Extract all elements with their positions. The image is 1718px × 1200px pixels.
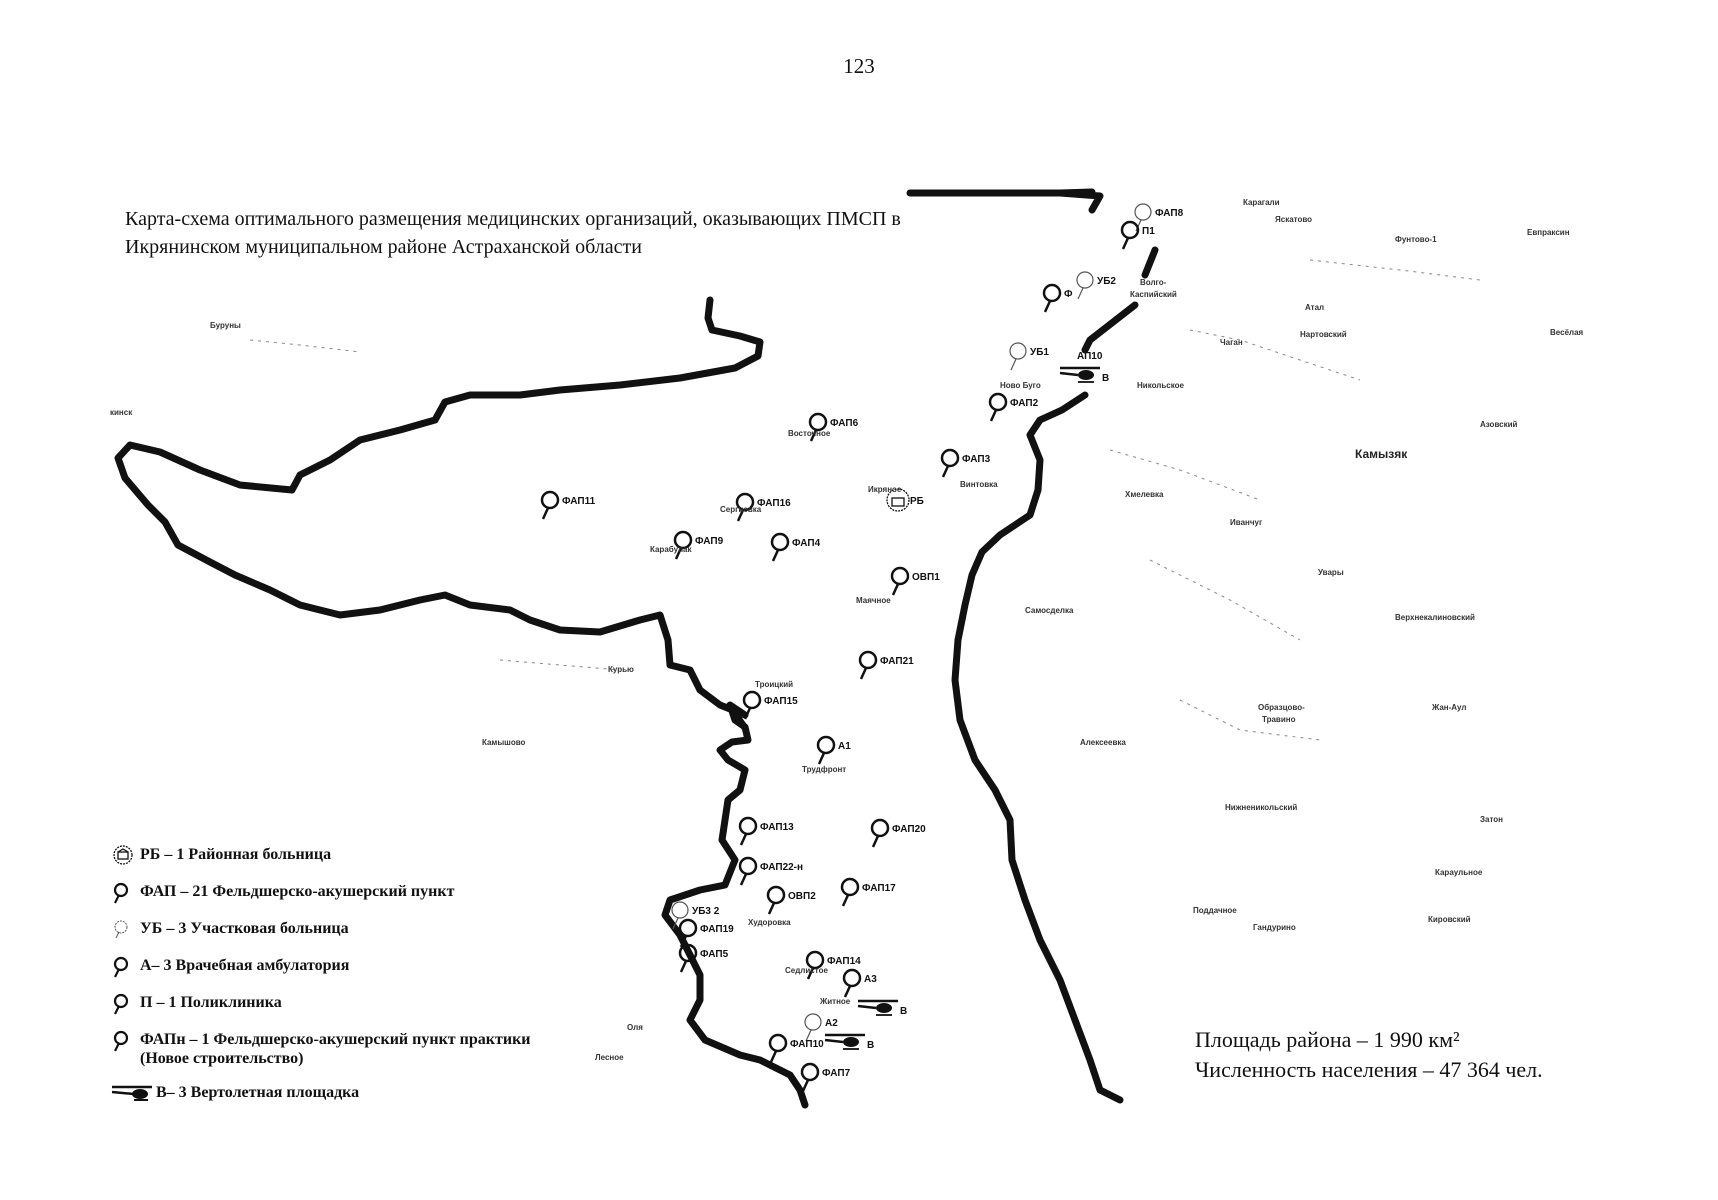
legend-item-rb [110, 845, 580, 867]
legend-label: УБ – 3 Участковая больница [140, 920, 349, 937]
marker-f1 [1044, 285, 1073, 312]
marker-label: ФАП21 [880, 656, 914, 667]
place-name: Чаган [1220, 338, 1243, 347]
marker-label: П1 [1142, 226, 1155, 237]
place-name: Житное [820, 997, 851, 1006]
pin-icon [770, 1035, 786, 1051]
area-text: Площадь района – 1 990 км² [1195, 1027, 1460, 1052]
marker-fap10 [770, 1035, 824, 1062]
marker-a2 [805, 1014, 838, 1041]
pin-outline-icon [110, 919, 140, 941]
marker-fap15 [744, 692, 798, 719]
pin-icon [110, 993, 140, 1015]
marker-fap20 [872, 820, 926, 847]
pin-icon [740, 818, 756, 834]
pin-icon [1044, 285, 1060, 301]
marker-fap2 [990, 394, 1039, 421]
marker-label: ФАП14 [827, 956, 861, 967]
marker-label: ФАП7 [822, 1068, 851, 1079]
marker-ovp2 [768, 887, 816, 914]
district-boundary-east [955, 250, 1155, 1100]
marker-ub1 [1010, 343, 1049, 370]
place-name: Весёлая [1550, 328, 1584, 337]
marker-label: ФАП17 [862, 883, 896, 894]
marker-fap21 [860, 652, 914, 679]
marker-label: АП10 [1077, 351, 1103, 362]
helicopter-icon [1060, 368, 1109, 384]
marker-a1 [818, 737, 851, 764]
place-name: Азовский [1480, 420, 1518, 429]
place-name: Камызяк [1355, 447, 1408, 461]
marker-label: ФАП3 [962, 454, 991, 465]
place-name: Трудфронт [802, 765, 847, 774]
marker-label: ФАП15 [764, 696, 798, 707]
legend-item-p [110, 993, 580, 1015]
page-number: 123 [843, 54, 875, 78]
marker-label: ФАП13 [760, 822, 794, 833]
place-name: Кировский [1428, 915, 1471, 924]
marker-label: УБ1 [1030, 347, 1049, 358]
place-name: Винтовка [960, 480, 998, 489]
marker-label: А3 [864, 974, 877, 985]
helicopter-label: В [1102, 373, 1110, 384]
place-name: Евпраксин [1527, 228, 1570, 237]
marker-fap4 [772, 534, 821, 561]
place-name: Яскатово [1275, 215, 1313, 224]
place-name: Волго- [1140, 278, 1167, 287]
marker-ub2 [1077, 272, 1116, 299]
pin-icon [872, 820, 888, 836]
district-stats [1195, 1025, 1543, 1085]
place-name: Ново Буго [1000, 381, 1041, 390]
legend-label: ФАПн – 1 Фельдшерско-акушерский пункт практики (Новое строительство) [140, 1031, 531, 1067]
place-name: Маячное [856, 596, 891, 605]
marker-label: ФАП2 [1010, 398, 1039, 409]
marker-label: ФАП19 [700, 924, 734, 935]
pin-icon [1077, 272, 1093, 288]
place-name: кинск [110, 408, 133, 417]
pin-icon [744, 692, 760, 708]
legend-item-heli [110, 1083, 580, 1105]
place-name: Травино [1262, 715, 1296, 724]
helicopter-icon [858, 1001, 907, 1017]
marker-label: ФАП9 [695, 536, 724, 547]
place-name: Атал [1305, 303, 1325, 312]
marker-label: ФАП4 [792, 538, 821, 549]
marker-label: ОВП1 [912, 572, 940, 583]
legend [110, 845, 580, 1120]
pin-icon [772, 534, 788, 550]
helicopter-label: В [900, 1006, 908, 1017]
place-name: Карагали [1243, 198, 1280, 207]
place-name: Самосделка [1025, 606, 1074, 615]
pin-icon [672, 902, 688, 918]
pin-icon [844, 970, 860, 986]
pin-icon [768, 887, 784, 903]
marker-label: ФАП8 [1155, 208, 1184, 219]
marker-fap11 [542, 492, 596, 519]
marker-fap7 [802, 1064, 851, 1091]
place-name: Каспийский [1130, 290, 1177, 299]
marker-label: ФАП16 [757, 498, 791, 509]
place-name: Курью [608, 665, 634, 674]
place-name: Хмелевка [1125, 490, 1164, 499]
marker-a3 [844, 970, 877, 997]
pin-icon [740, 858, 756, 874]
place-name: Верхнекалиновский [1395, 613, 1475, 622]
pin-icon [110, 956, 140, 978]
marker-fap3 [942, 450, 991, 477]
place-name: Сергиевка [720, 505, 762, 514]
place-name: Седлистое [785, 966, 828, 975]
place-name: Камышово [482, 738, 526, 747]
legend-item-fap [110, 882, 580, 904]
marker-label: А2 [825, 1018, 838, 1029]
marker-label: РБ [910, 496, 924, 507]
marker-label: ФАП6 [830, 418, 859, 429]
marker-fap13 [740, 818, 794, 845]
marker-label: ФАП5 [700, 949, 729, 960]
marker-label: ФАП11 [562, 496, 596, 507]
place-name: Караульное [1435, 868, 1483, 877]
population-text: Численность населения – 47 364 чел. [1195, 1057, 1543, 1082]
marker-fap22 [740, 858, 803, 885]
place-name: Иванчуг [1230, 518, 1263, 527]
place-name: Икряное [868, 485, 902, 494]
marker-fap19 [680, 920, 734, 947]
legend-item-fapn [110, 1030, 580, 1068]
pin-icon [802, 1064, 818, 1080]
place-name: Увары [1318, 568, 1344, 577]
legend-label: А– 3 Врачебная амбулатория [140, 957, 350, 974]
pin-icon [110, 882, 140, 904]
place-name: Образцово- [1258, 703, 1305, 712]
pin-icon [1135, 204, 1151, 220]
place-name: Лесное [595, 1053, 624, 1062]
place-name: Жан-Аул [1432, 703, 1467, 712]
pin-icon [542, 492, 558, 508]
marker-label: Ф [1064, 289, 1073, 300]
marker-label: УБ2 [1097, 276, 1116, 287]
map-title: Карта-схема оптимального размещения медицинских организаций, оказывающих ПМСП в Икрянинском муниципальном районе Астраханской области [125, 208, 901, 258]
pin-icon [942, 450, 958, 466]
legend-item-a [110, 956, 580, 978]
marker-label: А1 [838, 741, 851, 752]
place-name: Гандурино [1253, 923, 1296, 932]
pin-icon [818, 737, 834, 753]
place-name: Фунтово-1 [1395, 235, 1437, 244]
marker-label: ОВП2 [788, 891, 816, 902]
legend-item-ub [110, 919, 580, 941]
pin-icon [892, 568, 908, 584]
place-name: Поддачное [1193, 906, 1237, 915]
pin-icon [860, 652, 876, 668]
place-name: Нижненикольский [1225, 803, 1298, 812]
pin-icon [990, 394, 1006, 410]
marker-label: ФАП22-н [760, 862, 804, 873]
marker-label: УБ3 2 [692, 906, 720, 917]
marker-fap17 [842, 879, 896, 906]
legend-label: В– 3 Вертолетная площадка [156, 1084, 360, 1101]
pin-icon [842, 879, 858, 895]
marker-ovp1 [892, 568, 940, 595]
marker-ap10 [1077, 351, 1103, 362]
place-name: Карабулак [650, 545, 692, 554]
markers-layer [542, 204, 1184, 1091]
pin-icon [680, 920, 696, 936]
hospital-icon [110, 845, 140, 867]
pin-icon [1122, 222, 1138, 238]
legend-label: РБ – 1 Районная больница [140, 846, 332, 863]
place-name: Худоровка [748, 918, 791, 927]
place-name: Восточное [788, 429, 831, 438]
helicopter-icon [825, 1035, 874, 1051]
place-name: Алексеевка [1080, 738, 1126, 747]
place-name: Нартовский [1300, 330, 1347, 339]
place-name: Оля [627, 1023, 643, 1032]
place-name: Затон [1480, 815, 1503, 824]
pin-icon [1010, 343, 1026, 359]
helicopter-label: В [867, 1040, 875, 1051]
helicopter-icon [110, 1083, 156, 1105]
place-name: Никольское [1137, 381, 1184, 390]
place-name: Буруны [210, 321, 241, 330]
legend-label: ФАП – 21 Фельдшерско-акушерский пункт [140, 883, 455, 900]
pin-icon [805, 1014, 821, 1030]
marker-label: ФАП10 [790, 1039, 824, 1050]
legend-label: П – 1 Поликлиника [140, 994, 282, 1011]
pin-icon [810, 414, 826, 430]
marker-label: ФАП20 [892, 824, 926, 835]
place-name: Троицкий [755, 680, 794, 689]
pin-icon [110, 1030, 140, 1052]
